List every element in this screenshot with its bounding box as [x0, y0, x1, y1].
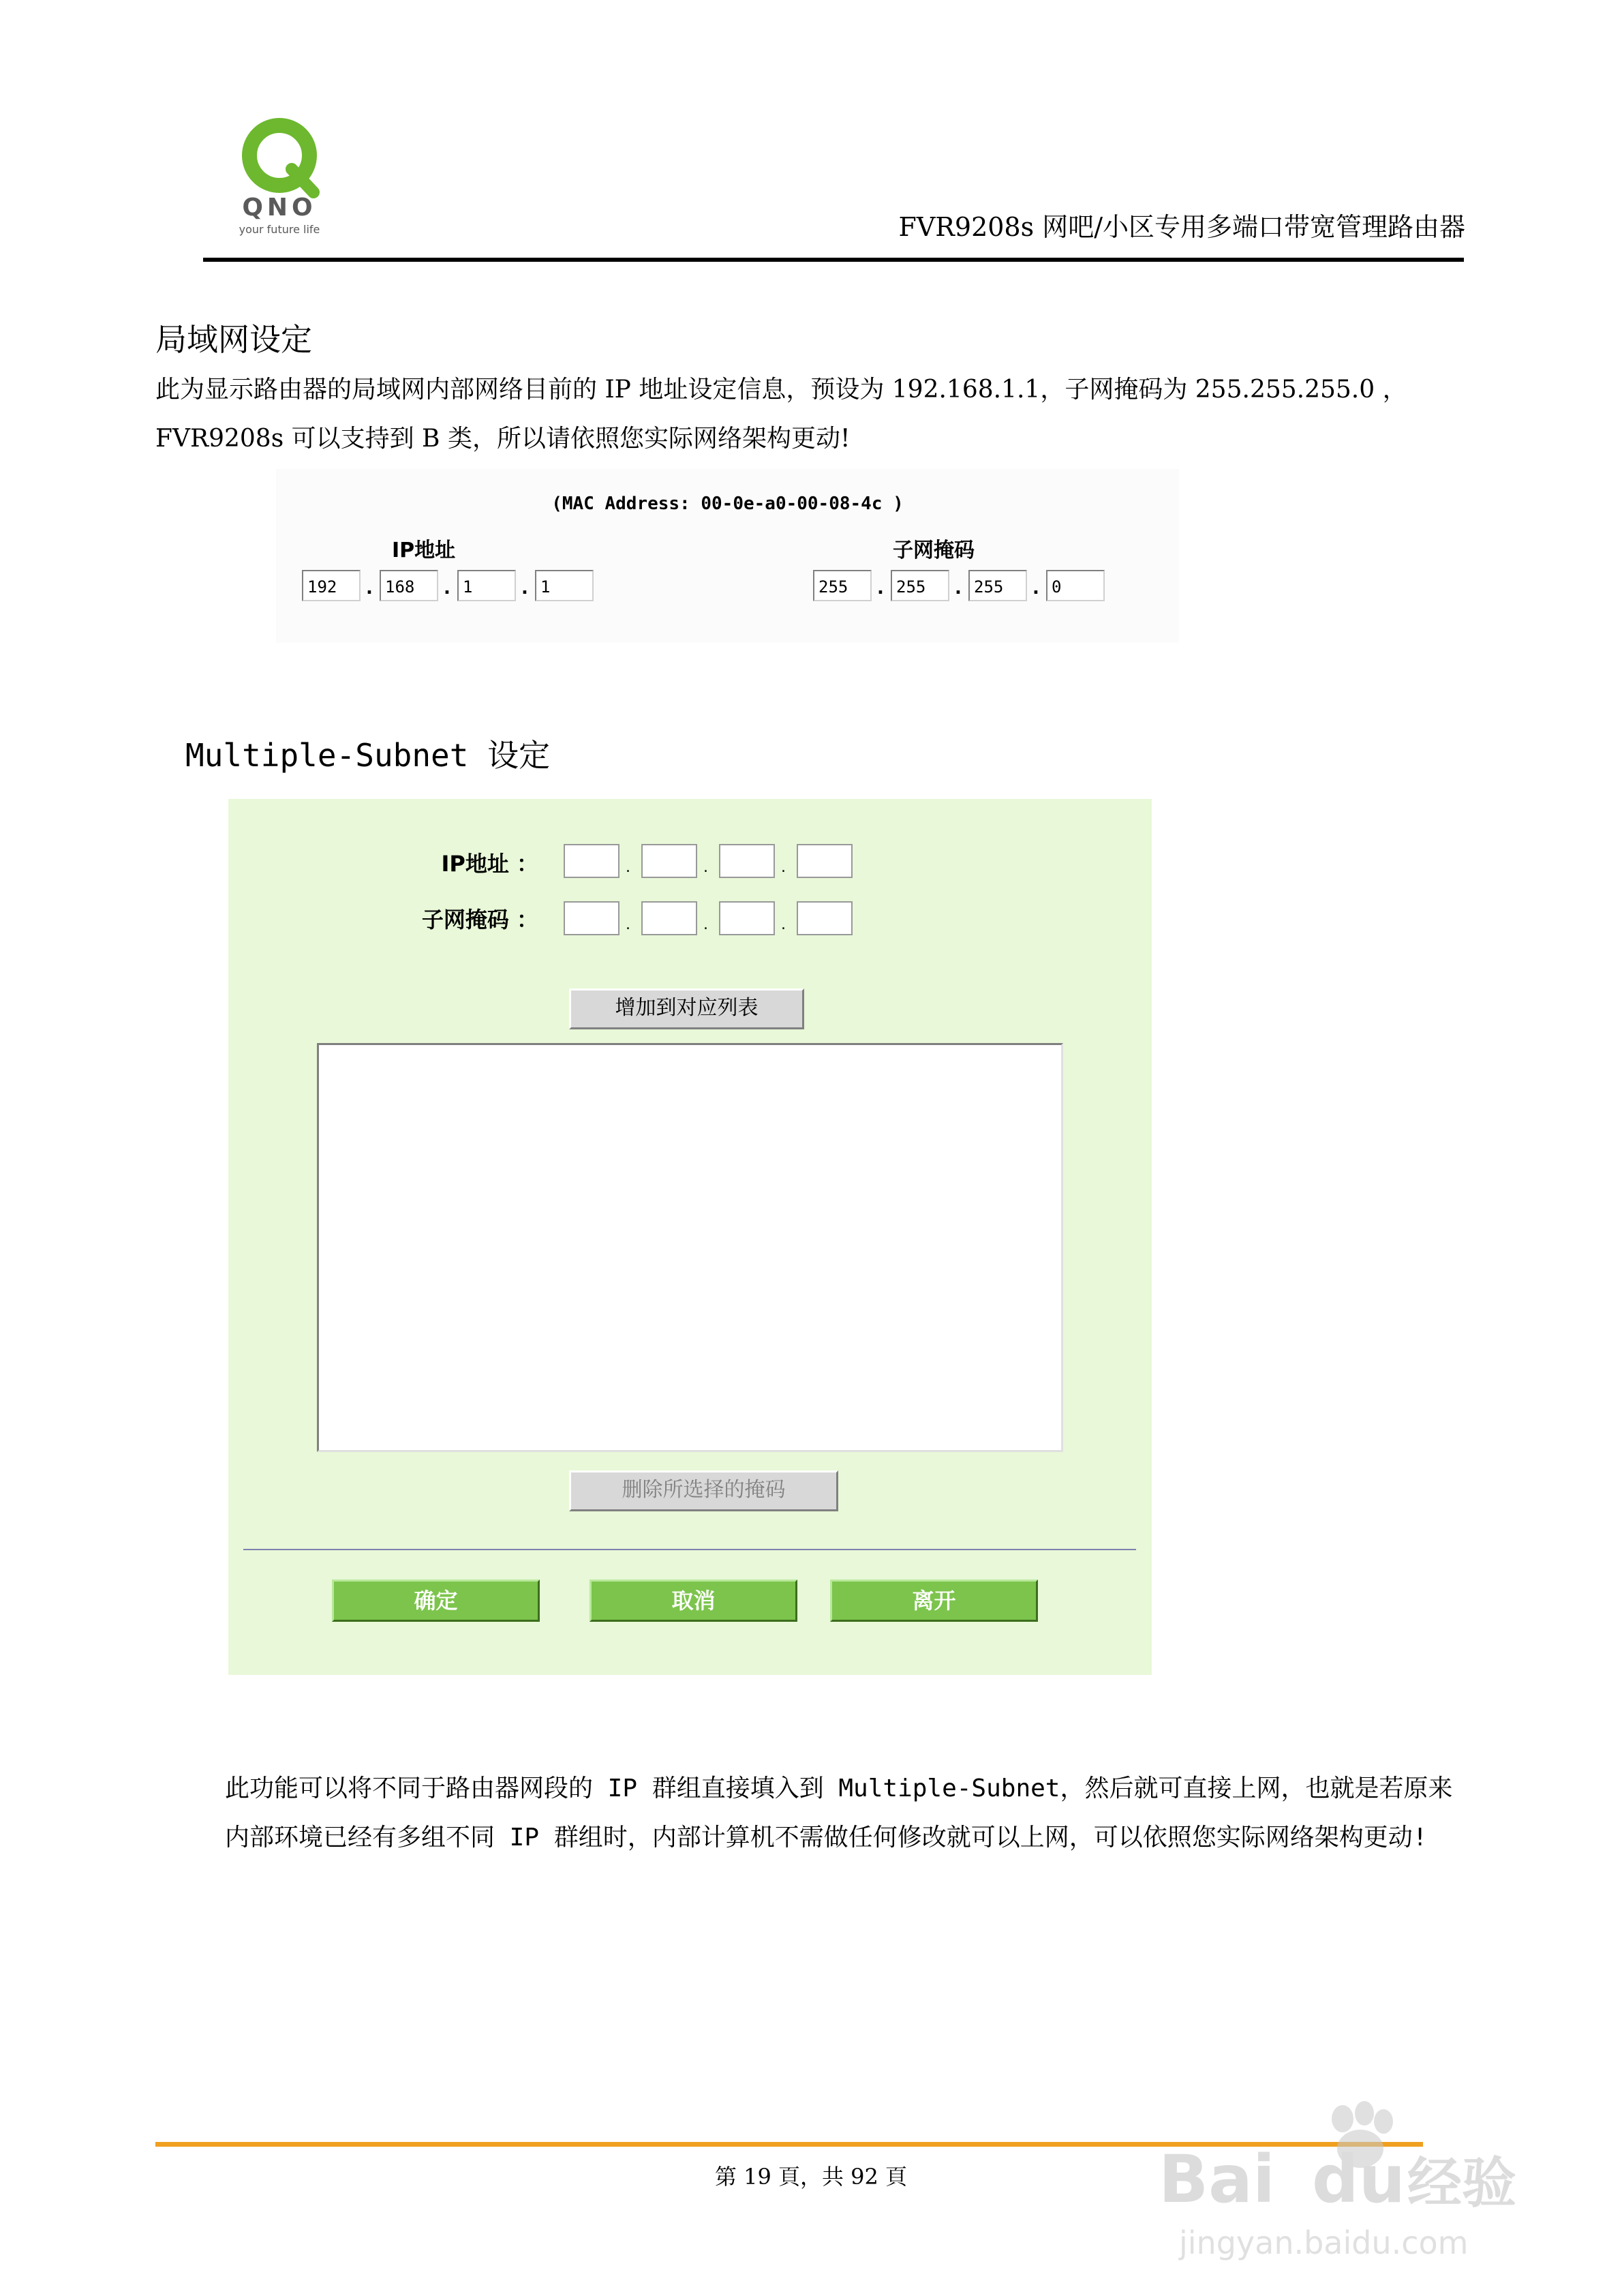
cancel-button[interactable]: 取消	[590, 1580, 797, 1622]
ip-octet-4[interactable]: 1	[535, 570, 594, 601]
mask-dot: .	[955, 578, 962, 599]
ms-ip-label: IP地址 ：	[441, 851, 538, 877]
ms-mask-octet-2[interactable]	[641, 901, 697, 935]
qno-logo	[211, 116, 348, 239]
ip-octet-3[interactable]: 1	[457, 570, 516, 601]
lan-settings-screenshot	[276, 469, 1179, 643]
ms-description-line1: 此功能可以将不同于路由器网段的 IP 群组直接填入到 Multiple-Subnet，然后就可直接上网，也就是若原来	[225, 1774, 1453, 1802]
ip-dot: .	[444, 578, 450, 599]
document-title: FVR9208s 网吧/小区专用多端口带宽管理路由器	[898, 212, 1465, 242]
multi-subnet-heading: Multiple-Subnet 设定	[185, 737, 551, 774]
svg-text:QNO: QNO	[242, 194, 317, 222]
exit-button[interactable]: 离开	[830, 1580, 1038, 1622]
ms-ip-octet-3[interactable]	[719, 844, 775, 878]
mask-octet-3[interactable]: 255	[968, 570, 1027, 601]
ip-dot: .	[521, 578, 528, 599]
svg-text:经验: 经验	[1407, 2151, 1516, 2215]
svg-text:du: du	[1312, 2141, 1406, 2218]
ms-ip-dot: .	[781, 859, 786, 876]
ms-mask-label: 子网掩码 ：	[421, 907, 538, 933]
ip-dot: .	[366, 578, 373, 599]
lan-section-heading: 局域网设定	[155, 321, 312, 358]
ip-octet-1[interactable]: 192	[302, 570, 361, 601]
svg-text:your future life: your future life	[239, 223, 320, 236]
ms-mask-octet-1[interactable]	[564, 901, 619, 935]
header-divider	[203, 258, 1464, 262]
mask-octet-4[interactable]: 0	[1046, 570, 1105, 601]
mask-dot: .	[877, 578, 884, 599]
mask-octet-1[interactable]: 255	[813, 570, 872, 601]
ms-mask-dot: .	[781, 916, 786, 933]
ip-octet-2[interactable]: 168	[380, 570, 438, 601]
ms-description-line2: 内部环境已经有多组不同 IP 群组时，内部计算机不需做任何修改就可以上网，可以依照您实际网络架构更动!	[225, 1824, 1428, 1852]
lan-description	[155, 365, 1491, 464]
subnet-list[interactable]	[317, 1043, 1063, 1452]
svg-text:Bai: Bai	[1159, 2141, 1275, 2218]
multi-subnet-description	[225, 1764, 1520, 1862]
ms-mask-dot: .	[703, 916, 708, 933]
watermark-url: jingyan.baidu.com	[1179, 2224, 1469, 2261]
ms-ip-octet-4[interactable]	[797, 844, 853, 878]
baidu-watermark	[1152, 2086, 1533, 2270]
mac-address-label: (MAC Address: 00-0e-a0-00-08-4c )	[551, 494, 904, 514]
ok-button[interactable]: 确定	[332, 1580, 540, 1622]
ms-ip-octet-2[interactable]	[641, 844, 697, 878]
ip-address-label: IP地址	[392, 539, 456, 562]
lan-description-line2: FVR9208s 可以支持到 B 类，所以请依照您实际网络架构更动!	[155, 425, 851, 453]
add-to-list-button[interactable]: 增加到对应列表	[569, 988, 804, 1029]
lan-description-line1: 此为显示路由器的局域网内部网络目前的 IP 地址设定信息，预设为 192.168.1.1，子网掩码为 255.255.255.0 ，	[155, 376, 1407, 404]
ms-ip-dot: .	[703, 859, 708, 876]
ms-ip-dot: .	[626, 859, 630, 876]
subnet-mask-label: 子网掩码	[893, 539, 975, 562]
multi-subnet-panel	[228, 799, 1152, 1675]
page-number: 第 19 頁，共 92 頁	[714, 2164, 908, 2190]
panel-divider	[243, 1549, 1136, 1550]
ms-mask-dot: .	[626, 916, 630, 933]
ms-ip-octet-1[interactable]	[564, 844, 619, 878]
mask-dot: .	[1032, 578, 1039, 599]
ms-mask-octet-4[interactable]	[797, 901, 853, 935]
ms-mask-octet-3[interactable]	[719, 901, 775, 935]
delete-selected-button[interactable]: 删除所选择的掩码	[569, 1470, 838, 1511]
mask-octet-2[interactable]: 255	[891, 570, 949, 601]
